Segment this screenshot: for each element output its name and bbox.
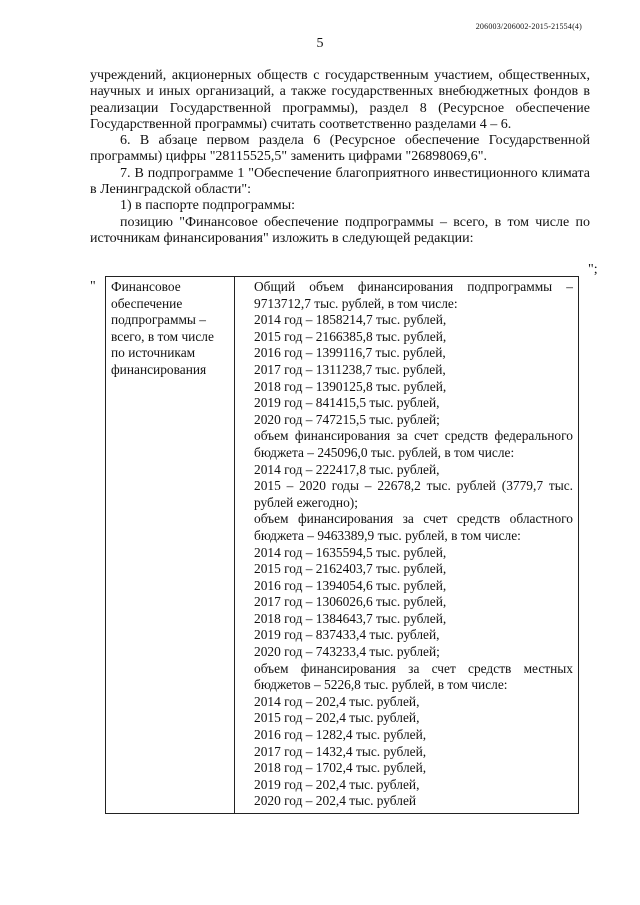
year-line: 2019 год – 837433,4 тыс. рублей, — [254, 627, 440, 643]
year-line: 2014 год – 1635594,5 тыс. рублей, — [254, 544, 447, 560]
year-line: 2017 год – 1432,4 тыс. рублей, — [254, 743, 427, 759]
opening-quote: " — [90, 279, 96, 294]
year-line: 2017 год – 1311238,7 тыс. рублей, — [254, 361, 446, 377]
funding-label-cell: Финансовое обеспечение подпрограммы – всего, в том числе по источникам финансирования — [106, 277, 235, 814]
year-line: 2017 год – 1306026,6 тыс. рублей, — [254, 594, 447, 610]
year-line: 2015 год – 202,4 тыс. рублей, — [254, 710, 420, 726]
funding-table — [105, 276, 579, 814]
document-code: 206003/206002-2015-21554(4) — [475, 22, 582, 31]
year-line: 2015 год – 2166385,8 тыс. рублей, — [254, 328, 447, 344]
year-line: 2015 год – 2162403,7 тыс. рублей, — [254, 561, 447, 577]
funding-content-cell — [235, 277, 579, 814]
year-line: 2020 год – 202,4 тыс. рублей — [254, 793, 417, 809]
year-line: 2018 год – 1390125,8 тыс. рублей, — [254, 378, 447, 394]
body-text — [90, 68, 590, 247]
year-line: 2019 год – 841415,5 тыс. рублей, — [254, 395, 440, 411]
year-line: 2020 год – 747215,5 тыс. рублей; — [254, 411, 440, 427]
page-number: 5 — [316, 36, 324, 51]
total-funding: Общий объем финансирования подпрограммы – 9713712,7 тыс. рублей, в том числе: — [254, 279, 573, 311]
year-line: 2019 год – 202,4 тыс. рублей, — [254, 776, 420, 792]
year-line: 2020 год – 743233,4 тыс. рублей; — [254, 644, 440, 660]
paragraph: учреждений, акционерных обществ с государственным участием, общественных, научных и иных организаций, а также государственных внебюджетных фондов в реализации Государственной программы), раздел 8 (Ресурсное обеспечение Государственной программы) считать соответственно разделами 4 – 6. — [90, 68, 590, 132]
federal-funding: объем финансирования за счет средств федерального бюджета – 245096,0 тыс. рублей, в том числе: — [254, 428, 573, 460]
year-line: 2018 год – 1384643,7 тыс. рублей, — [254, 610, 447, 626]
table-row — [106, 277, 579, 814]
year-line: 2015 – 2020 годы – 22678,2 тыс. рублей (3779,7 тыс. рублей ежегодно); — [254, 478, 573, 510]
year-line: 2016 год – 1282,4 тыс. рублей, — [254, 727, 427, 743]
regional-funding: объем финансирования за счет средств областного бюджета – 9463389,9 тыс. рублей, в том числе: — [254, 511, 573, 543]
local-funding: объем финансирования за счет средств местных бюджетов – 5226,8 тыс. рублей, в том числе: — [254, 660, 573, 693]
year-line: 2014 год – 222417,8 тыс. рублей, — [254, 461, 440, 477]
paragraph: 6. В абзаце первом раздела 6 (Ресурсное обеспечение Государственной программы) цифры "28115525,5" заменить цифрами "26898069,6". — [90, 133, 590, 165]
year-line: 2014 год – 1858214,7 тыс. рублей, — [254, 312, 447, 328]
year-line: 2014 год – 202,4 тыс. рублей, — [254, 693, 420, 709]
paragraph: позицию "Финансовое обеспечение подпрограммы – всего, в том числе по источникам финансирования" изложить в следующей редакции: — [90, 214, 590, 246]
year-line: 2016 год – 1394054,6 тыс. рублей, — [254, 577, 447, 593]
paragraph: 7. В подпрограмме 1 "Обеспечение благоприятного инвестиционного климата в Ленинградской области": — [90, 165, 590, 198]
year-line: 2018 год – 1702,4 тыс. рублей, — [254, 760, 427, 776]
paragraph: 1) в паспорте подпрограммы: — [120, 198, 296, 214]
closing-quote: "; — [588, 262, 598, 277]
year-line: 2016 год – 1399116,7 тыс. рублей, — [254, 345, 446, 361]
